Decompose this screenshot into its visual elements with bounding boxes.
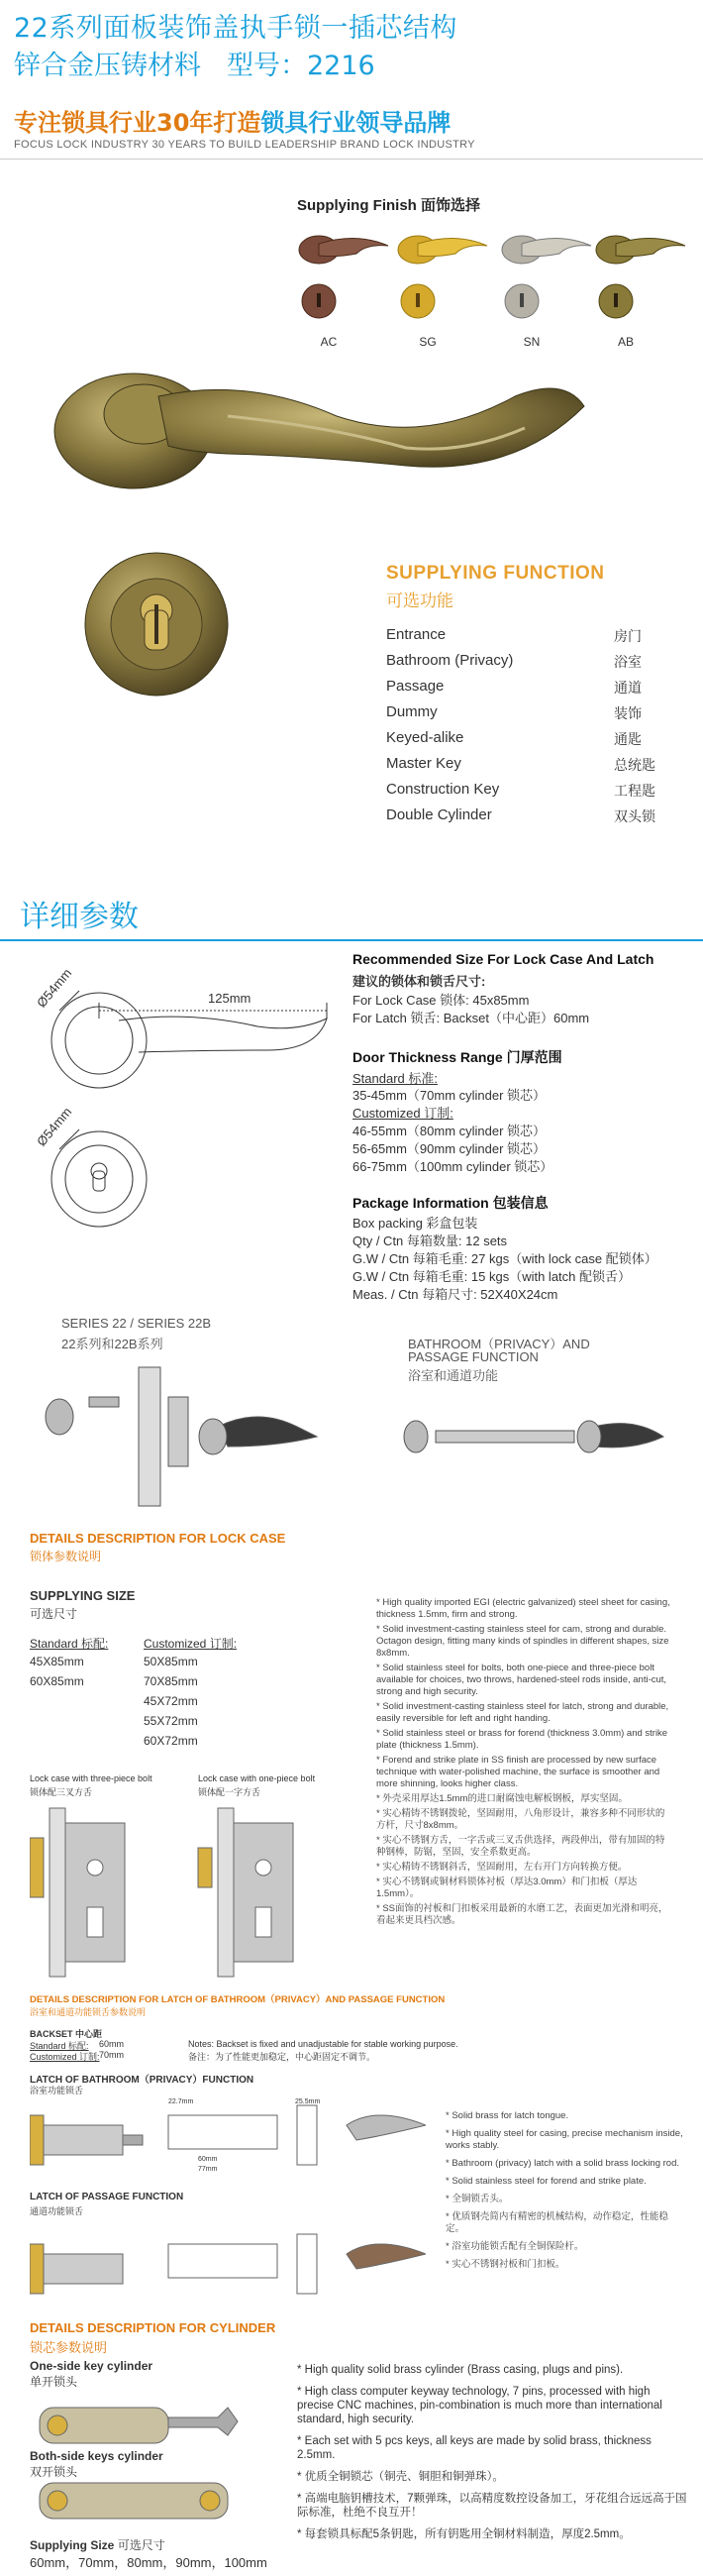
lock-case-bullets (376, 1597, 673, 1930)
caption-one-piece-cn: 锁体配一字方舌 (198, 1787, 261, 1797)
series-right-en2: PASSAGE FUNCTION (408, 1349, 539, 1364)
bullet-cn: * 实心不锈钢衬板和门扣板。 (446, 2259, 565, 2270)
bullet-en: * Solid brass for latch tongue. (446, 2110, 569, 2121)
function-en: Dummy (386, 703, 438, 720)
rec-size-cn: 建议的锁体和锁舌尺寸: (352, 974, 486, 989)
bullet-en: * Forend and strike plate in SS finish are processed by new surface technique with water-polished machine, the surface is smoother and more shinning, looks higher class. (376, 1755, 660, 1789)
function-en: Construction Key (386, 781, 500, 798)
bullet-cn: * 优质全铜锁芯（铜壳、铜胆和铜弹珠）。 (297, 2471, 504, 2483)
function-item (386, 703, 673, 720)
bullet-cn: * 优质钢壳简内有精密的机械结构，动作稳定，性能稳定。 (446, 2211, 668, 2234)
cylinder-images (30, 2388, 248, 2526)
package-line: Qty / Ctn 每箱数量: 12 sets (352, 1234, 508, 1248)
latch-title: DETAILS DESCRIPTION FOR LATCH OF BATHROOM（PRIVACY）AND PASSAGE FUNCTION (30, 1994, 446, 2005)
series-right-en1: BATHROOM（PRIVACY）AND (408, 1337, 590, 1351)
caption-three-piece-cn: 锁体配三叉方舌 (30, 1787, 93, 1797)
package-line: G.W / Ctn 每箱毛重: 27 kgs（with lock case 配锁体） (352, 1251, 657, 1266)
exploded-view-lockset (30, 1357, 347, 1516)
bullet-cn: * 实心精铸不锈钢斜舌，坚固耐用，左右开门方向转换方便。 (376, 1862, 628, 1873)
bullet-cn: * 浴室功能锁舌配有全铜保险杆。 (446, 2241, 584, 2252)
bullet-cn: * SS面饰的衬板和门扣板采用最新的水磨工艺，表面更加光滑和明亮，看起来更具档次感。 (376, 1903, 668, 1926)
cust-size: 45X72mm (144, 1694, 198, 1708)
caption-three-piece: Lock case with three-piece bolt (30, 1773, 152, 1783)
caption-one-piece: Lock case with one-piece bolt (198, 1773, 316, 1783)
supplying-function-title: SUPPLYING FUNCTION (386, 563, 605, 584)
bullet-en: * Bathroom (privacy) latch with a solid brass locking rod. (446, 2158, 680, 2169)
dim-label: 22.7mm (168, 2098, 194, 2105)
cylinder-size-row (30, 2536, 165, 2553)
dim-diameter-bottom: Ø54mm (34, 1104, 75, 1149)
cylinder-size-label: Supplying Size (30, 2538, 115, 2552)
finish-code-sg: SG (419, 335, 437, 349)
package-line: Meas. / Ctn 每箱尺寸: 52X40X24cm (352, 1287, 558, 1302)
bullet-en: * High quality solid brass cylinder (Brass casing, plugs and pins). (297, 2364, 624, 2376)
bullet-en: * Solid stainless steel for bolts, both one-piece and three-piece bolt available for choices, two throws, hardened-steel rods inside, anti-cut, strong and high security. (376, 1663, 667, 1697)
finish-swatches (297, 224, 703, 333)
function-en: Keyed-alike (386, 729, 464, 746)
package-line: Box packing 彩盒包装 (352, 1216, 478, 1231)
function-en: Entrance (386, 626, 447, 643)
cust-size: 50X85mm (144, 1655, 198, 1668)
cust-size: 70X85mm (144, 1674, 198, 1688)
backset-cust-label: Customized 订制: (30, 2052, 100, 2062)
material-text: 锌合金压铸材料 (14, 51, 201, 81)
series-left-cn: 22系列和22B系列 (61, 1337, 163, 1351)
finish-sg-handle-icon (398, 236, 487, 318)
customized-label: Customized 订制: (144, 1637, 238, 1651)
function-en: Double Cylinder (386, 806, 492, 823)
function-item (386, 755, 673, 772)
package-title: Package Information 包装信息 (352, 1195, 549, 1211)
bullet-cn: * 实心不锈钢或铜材料锁体衬板（厚达3.0mm）和门扣板（厚达1.5mm）。 (376, 1877, 638, 1899)
slogan-part1: 专注锁具行业30年打造 (14, 109, 261, 137)
bath-latch-title: LATCH OF BATHROOM（PRIVACY）FUNCTION (30, 2075, 254, 2086)
series-right-cn: 浴室和通道功能 (408, 1368, 499, 1383)
latch-drawings (30, 2095, 426, 2304)
one-side-cylinder-cn: 单开锁头 (30, 2375, 78, 2389)
door-thickness-title: Door Thickness Range 门厚范围 (352, 1049, 562, 1065)
bullet-cn: * 高端电脑钥槽技术，7颗弹珠，以高精度数控设备加工，牙花组合远远高于国际标准，杜绝不良互开！ (297, 2493, 687, 2519)
package-line: G.W / Ctn 每箱毛重: 15 kgs（with latch 配锁舌） (352, 1269, 631, 1284)
product-subtitle (14, 44, 375, 82)
door-standard: 35-45mm（70mm cylinder 锁芯） (352, 1088, 547, 1103)
cylinder-size-label-cn: 可选尺寸 (117, 2538, 165, 2552)
product-title: 22系列面板装饰盖执手锁一插芯结构 (14, 13, 457, 44)
backset-notes: Notes: Backset is fixed and unadjustable for stable working purpose. (188, 2039, 458, 2049)
bullet-en: * Each set with 5 pcs keys, all keys are made by solid brass, thickness 2.5mm. (297, 2435, 652, 2461)
cylinder-title: DETAILS DESCRIPTION FOR CYLINDER (30, 2320, 276, 2335)
bullet-en: * Solid stainless steel or brass for forend (thickness 3.0mm) and strike plate (thickness 1.5mm). (376, 1728, 668, 1751)
dim-diameter-top: Ø54mm (34, 965, 75, 1011)
function-cn: 通道 (614, 680, 642, 696)
function-item (386, 729, 673, 746)
std-size: 45X85mm (30, 1655, 84, 1668)
function-item (386, 626, 673, 643)
series-left-en: SERIES 22 / SERIES 22B (61, 1316, 212, 1331)
dim-label: 77mm (198, 2166, 218, 2173)
dim-label: 60mm (198, 2156, 218, 2163)
rec-lock-case: For Lock Case 锁体: 45x85mm (352, 993, 530, 1008)
function-cn: 工程匙 (614, 783, 655, 799)
finish-code-ab: AB (617, 335, 634, 349)
door-standard-label: Standard 标准: (352, 1071, 438, 1086)
rec-latch: For Latch 锁舌: Backset（中心距）60mm (352, 1011, 590, 1025)
cust-size: 55X72mm (144, 1714, 198, 1728)
function-cn: 装饰 (614, 705, 642, 721)
door-customized-label: Customized 订制: (352, 1106, 453, 1121)
cylinder-subtitle: 锁芯参数说明 (30, 2340, 108, 2355)
bullet-cn: * 每套锁具标配5条钥匙，所有钥匙用全铜材料制造，厚度2.5mm。 (297, 2528, 631, 2540)
finish-ac-handle-icon (299, 236, 388, 318)
function-item (386, 806, 673, 823)
function-cn: 通匙 (614, 731, 642, 747)
bath-latch-cn: 浴室功能锁舌 (30, 2086, 84, 2095)
std-size: 60X85mm (30, 1674, 84, 1688)
dim-label: 25.5mm (295, 2098, 321, 2105)
lock-case-images (30, 1798, 356, 1986)
latch-subtitle: 浴室和通道功能锁舌参数说明 (30, 2007, 147, 2017)
supplying-size-title: SUPPLYING SIZE (30, 1588, 136, 1603)
cylinder-rose-image (77, 545, 236, 703)
lever-handle-image (50, 337, 604, 515)
function-item (386, 678, 673, 695)
technical-drawing (30, 981, 347, 1258)
finish-code-ac: AC (320, 335, 338, 349)
standard-label: Standard 标配: (30, 1637, 109, 1651)
exploded-view-passage (396, 1387, 673, 1486)
finish-code-sn: SN (523, 335, 541, 349)
function-en: Master Key (386, 755, 461, 772)
finish-sn-handle-icon (502, 236, 591, 318)
both-side-cylinder: Both-side keys cylinder (30, 2449, 163, 2463)
bullet-en: * Solid stainless steel for forend and strike plate. (446, 2176, 647, 2187)
bullet-cn: * 实心不锈钢方舌，一字舌或三叉舌供选择，两段伸出，带有加固的特种钢棒，防锯，坚固，安全系数更高。 (376, 1835, 665, 1858)
function-cn: 房门 (614, 628, 642, 644)
heading-underline (0, 939, 703, 941)
lock-case-subtitle: 锁体参数说明 (30, 1550, 102, 1563)
bullet-en: * High class computer keyway technology, 7 pins, processed with high precise CNC machines, pin-combination is much more than international standard, high security. (297, 2386, 662, 2425)
bullet-en: * Solid investment-casting stainless steel for cam, strong and durable. Octagon design, fitting many kinds of spindles in different shapes, size 8x8mm. (376, 1624, 669, 1659)
door-custom-2: 56-65mm（90mm cylinder 锁芯） (352, 1141, 547, 1156)
cylinder-sizes: 60mm，70mm，80mm，90mm，100mm (30, 2555, 267, 2570)
function-item (386, 781, 673, 798)
bullet-en: * High quality steel for casing, precise mechanism inside, works stably. (446, 2128, 683, 2151)
slogan-english: FOCUS LOCK INDUSTRY 30 YEARS TO BUILD LEADERSHIP BRAND LOCK INDUSTRY (14, 139, 475, 151)
finish-title: Supplying Finish 面饰选择 (297, 197, 480, 214)
slogan-part2: 锁具行业领导品牌 (260, 109, 452, 137)
function-item (386, 652, 673, 669)
one-side-cylinder: One-side key cylinder (30, 2359, 153, 2373)
backset-std-label: Standard 标配: (30, 2041, 89, 2051)
both-side-cylinder-cn: 双开锁头 (30, 2465, 78, 2479)
divider (0, 159, 703, 160)
backset-cust-value: 70mm (99, 2050, 125, 2060)
bullet-en: * Solid investment-casting stainless steel for latch, strong and durable, easily reversible for left and right handing. (376, 1701, 669, 1724)
backset-label: BACKSET 中心距 (30, 2029, 103, 2039)
lock-case-title: DETAILS DESCRIPTION FOR LOCK CASE (30, 1531, 286, 1546)
function-cn: 双头锁 (614, 808, 655, 824)
function-cn: 总统匙 (614, 757, 655, 773)
pass-latch-title: LATCH OF PASSAGE FUNCTION (30, 2192, 184, 2202)
function-en: Bathroom (Privacy) (386, 652, 514, 669)
latch-bullets (446, 2110, 683, 2277)
details-heading: 详细参数 (20, 900, 139, 934)
supplying-size-cn: 可选尺寸 (30, 1607, 78, 1621)
bullet-cn: * 外壳采用厚达1.5mm的进口耐腐蚀电解板钢板，厚实坚固。 (376, 1793, 628, 1804)
brand-slogan (14, 103, 451, 138)
dim-length: 125mm (208, 991, 251, 1006)
pass-latch-cn: 通道功能锁舌 (30, 2206, 84, 2216)
finish-ab-handle-icon (596, 236, 685, 318)
bullet-cn: * 全铜锁舌头。 (446, 2194, 509, 2204)
cylinder-bullets (297, 2363, 688, 2549)
bullet-en: * High quality imported EGI (electric galvanized) steel sheet for casing, thickness 1.5mm, firm and strong. (376, 1597, 670, 1620)
cust-size: 60X72mm (144, 1734, 198, 1748)
backset-std-value: 60mm (99, 2039, 125, 2049)
model-number: 型号：2216 (227, 51, 375, 81)
rec-size-title: Recommended Size For Lock Case And Latch (352, 951, 654, 967)
supplying-function-subtitle: 可选功能 (386, 591, 453, 610)
bullet-cn: * 实心精铸不锈钢拨轮，坚固耐用，八角形设计，兼容多种不同形状的方杆，尺寸8x8mm。 (376, 1808, 665, 1831)
door-custom-3: 66-75mm（100mm cylinder 锁芯） (352, 1159, 553, 1174)
function-en: Passage (386, 678, 445, 695)
function-cn: 浴室 (614, 654, 642, 670)
door-custom-1: 46-55mm（80mm cylinder 锁芯） (352, 1124, 547, 1138)
backset-notes-cn: 备注：为了性能更加稳定，中心距固定不调节。 (188, 2052, 376, 2062)
